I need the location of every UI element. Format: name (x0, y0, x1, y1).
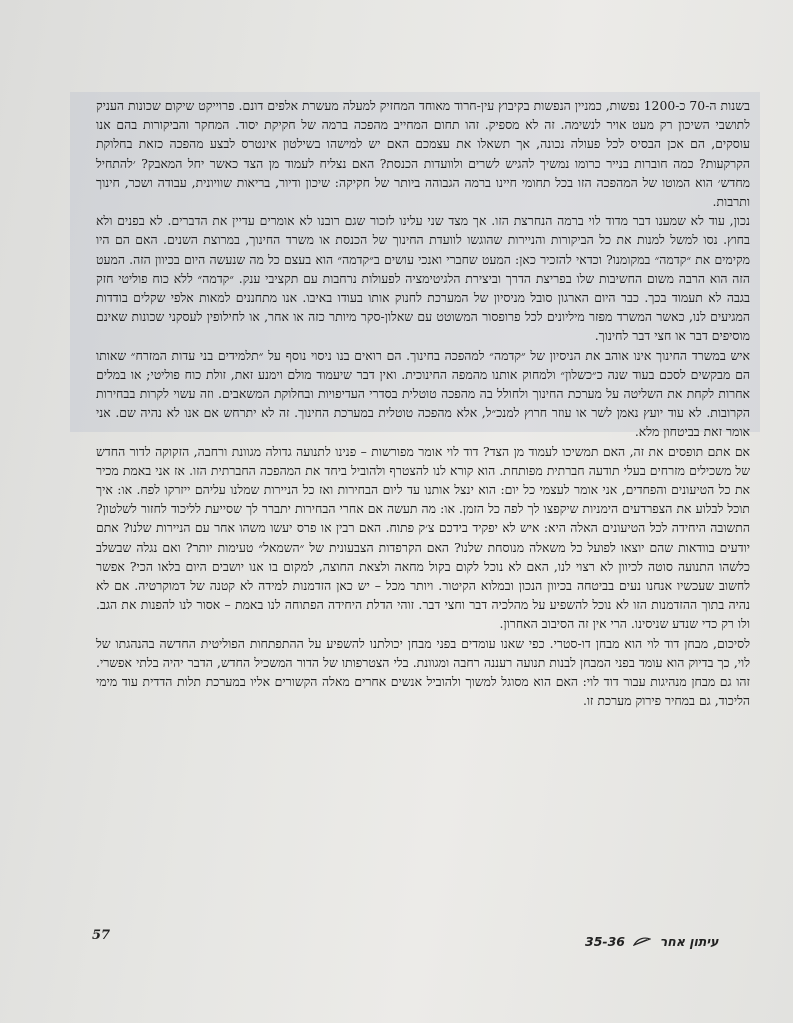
publication-footer (585, 934, 718, 950)
paragraph-5: לסיכום, מבחן דוד לוי הוא מבחן דו-סטרי. כפי שאנו עומדים בפני מבחן יכולתנו להשפיע על ההתפתחות הפוליטית החדשה בהנהגתו של לוי, כך בדיוק הוא עומד בפני המבחן לבנות תנועה רעננה רחבה ומגוונת. בלי הצטרפותו של הדור המשכיל החדש, הדבר יהיה בלתי אפשרי. זהו גם מבחן מנהיגות עבור דוד לוי: האם הוא מסוגל למשוך ולהוביל אנשים אחרים מאלה הקשורים אליו במערכת תלות הדדית עוד מימי הליכוד, גם במחיר פירוק מערכת זו. (96, 635, 750, 709)
article-body (96, 96, 750, 711)
paragraph-1: בשנות ה-70 כ-1200 נפשות, כמניין הנפשות בקיבוץ עין-חרוד מאוחד המחזיק למעלה מעשרת אלפים דונם. פרוייקט שיקום שכונות העניק לתושבי השיכון רק מעט אויר לנשימה. זה לא מספיק. זהו תחום המחייב מהפכה ברמה של חקיקת יסוד. המחקר והביקורות בהם אנו עוסקים, הם אכן הבסיס לכל פעולה נכונה, אך תשאלו את עצמכם האם יש למישהו בשילטון אינטרס לבצע מהפכה כזאת בחלוקת הקרקעות? כמה חוברות בנייר כרומו נמשיך להגיש לשרים ולוועדות הכנסת? האם נצליח לעמוד מן הצד כאשר יחל המאבק? ׳להתחיל מחדש׳ הוא המוטו של המהפכה הזו בכל תחומי חיינו ברמה הגבוהה ביותר של חקיקה: שיכון ודיור, בריאות שוויונית, עבודה ושכר, חינוך ותרבות. (96, 98, 750, 210)
issue-number: 35-36 (585, 934, 625, 949)
paragraph-4: אם אתם תופסים את זה, האם תמשיכו לעמוד מן הצד? דוד לוי אומר מפורשות – פנינו לתנועה גדולה מגוונת ורחבה, הזקוקה לדור החדש של משכילים מזרחים בעלי תודעה חברתית מפותחת. הוא קורא לנו להצטרף ולהוביל ביחד את המהפכה החברתית הזו. אז אני באמת מכיר את כל הטיעונים והפחדים, אני אומר לעצמי כל יום: הוא ינצל אותנו עד ליום הבחירות ואז כל הניירות שמלנו עליהם ייזרקו לפח. או: איך תוכל לבלוע את הצפרדעים הימניות שיקפצו לך לפה כל הזמן. או: מה תעשה אם אחרי הבחירות יתברר לך שסייעת לליכוד לחזור לשלטון? התשובה היחידה לכל הטיעונים האלה היא: איש לא יפקיד בידכם צ׳ק פתוח. האם רבין או פרס יעשו משהו אחר עם הניירות שלנו? אתם יודעים בוודאות שהם יוצאו לפועל כל משאלה מנוסחת שלנו? האם הקרפדות הצבעונית של ״השמאל״ טעימות יותר? ואם נגלה שבשלב כלשהו התנועה סוטה לכיוון לא רצוי לנו, האם לא נוכל לקום בקול מחאה ולצאת החוצה, למקום בו אנו יושבים היום בלאו הכי? אפשר לחשוב שעכשיו אנחנו נעים בביטחה בכיוון הנכון ובמלוא הקיטור. ויותר מכל – יש כאן הזדמנות למידה לא קטנה של דמוקרטיה. אם לא נהיה בתוך ההזדמנות הזו לא נוכל להשפיע על מהלכיה דבר וחצי דבר. זוהי הדלת היחידה הפתוחה לנו באמת – אסור לנו להפנות את הגב. ולו רק כדי שנדע שניסינו. הרי אין זה הסיבוב האחרון. (96, 443, 750, 632)
feather-icon (633, 935, 651, 950)
paragraph-2: נכון, עוד לא שמענו דבר מדוד לוי ברמה הנחרצת הזו. אך מצד שני עלינו לזכור שגם רובנו לא אומרים עדיין את הדברים. לא בפנים ולא בחוץ. נסו למשל למנות את כל הביקורות והניירות שהוגשו לוועדת החינוך של הכנסת או משרד החינוך, במרוצת השנים. האם הם היו מקימים את ״קדמה״ במקומנו? וכדאי להזכיר כאן: המעט שחברי ואנכי עושים ב״קדמה״ הוא בעצם כל מה שנעשה היום בכיוון הזה. המעט הזה הוא הרבה משום החשיבות שלו בפריצת הדרך וביצירת הלגיטימציה לפעולות נרחבות עם תקציבי ענק. ״קדמה״ ללא כוח פוליטי חזק בגבה לא תעמוד בכך. כבר היום הארגון סובל מניסיון של המערכת לחנוק אותו בעודו באיבו. אנו מתחננים למאות אלפי שקלים בודדות המגיעים לנו, כאשר המשרד מפזר מיליונים לכל פרופסור המשוטט עם שאלון-סקר מיותר כזה או אחר, או לחילופין לעסקני שכונות שאינם מוסיפים דבר או חצי דבר לחינוך. (96, 213, 750, 344)
paragraph-3: איש במשרד החינוך אינו אוהב את הניסיון של ״קדמה״ למהפכה בחינוך. הם רואים בנו ניסוי נוסף על ״תלמידים בני עדות המזרח״ שאותו הם מבקשים לסכם בעוד שנה כ״כשלון״ ולמחוק אותנו מהמפה החינוכית. ואין דבר שיעמוד מולם וימנע זאת, זולת כוח פוליטי; או במלים אחרות לקחת את השליטה על מערכת החינוך ולחולל בה מהפכה טוטלית בסדרי העדיפויות ובחלוקת המשאבים. וזה עשוי לקרות בבחירות הקרובות. לא עוד יועץ נאמן לשר או עוזר חרוץ למנכ״ל, אלא מהפכה טוטלית במערכת החינוך. זה לא יתרחש אם אנו לא נהיה שם. אני אומר זאת בביטחון מלא. (96, 347, 750, 440)
page-number: 57 (92, 928, 111, 943)
publication-name: עיתון אחר (659, 934, 719, 949)
